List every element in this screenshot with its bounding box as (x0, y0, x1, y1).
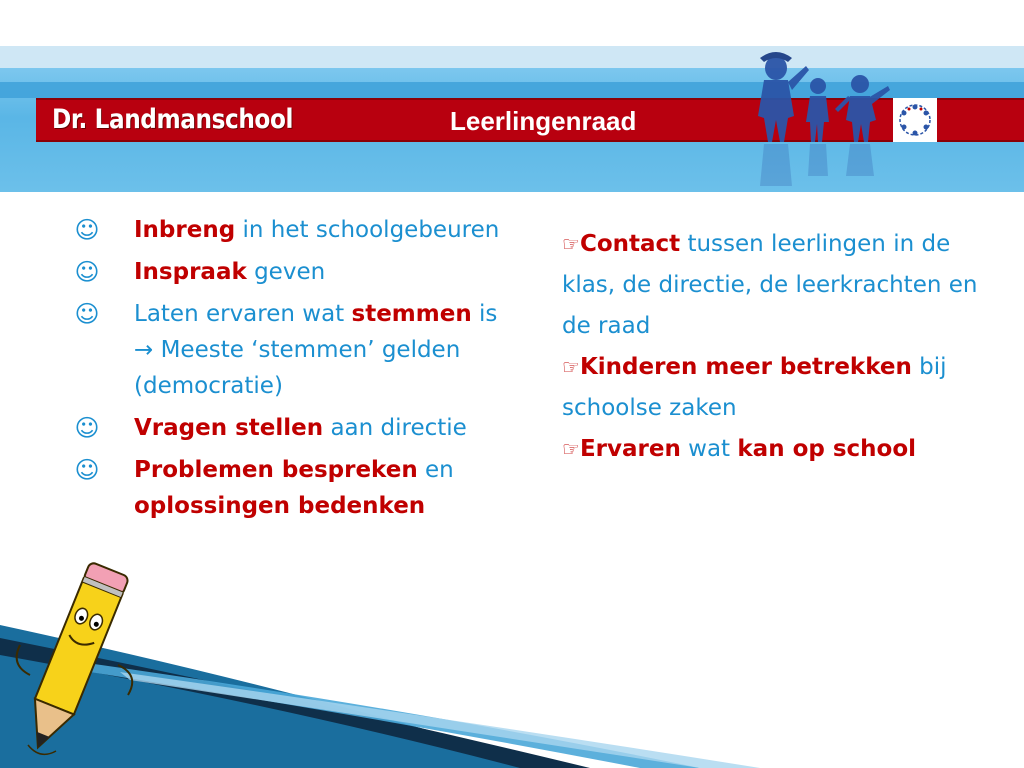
emphasis-text: Contact (579, 231, 681, 257)
smiley-icon: ☺ (74, 216, 100, 244)
emphasis-text: kan op school (737, 436, 917, 462)
pointing-hand-icon: ☞ (562, 355, 580, 379)
pencil-mascot-icon (0, 555, 150, 768)
list-item (72, 452, 522, 524)
emphasis-text: Kinderen meer betrekken (579, 354, 912, 380)
body-text: wat (680, 436, 738, 462)
pointing-hand-icon: ☞ (562, 232, 580, 256)
emphasis-text: Inbreng (134, 217, 236, 243)
emphasis-text: Ervaren (579, 436, 681, 462)
school-logo-icon (893, 98, 937, 142)
smiley-icon: ☺ (74, 456, 100, 484)
right-bullet-list (562, 224, 1002, 470)
list-item (72, 296, 522, 404)
list-item (562, 347, 1002, 429)
emphasis-text: Problemen bespreken (134, 457, 418, 483)
left-bullet-list (72, 212, 522, 530)
body-text: bij schoolse zaken (562, 354, 947, 421)
arrow-icon: → (134, 337, 154, 363)
slide-title: Leerlingenraad (450, 106, 637, 136)
body-text: aan directie (323, 415, 467, 441)
list-item (72, 212, 522, 248)
emphasis-text: Vragen stellen (134, 415, 324, 441)
smiley-icon: ☺ (74, 258, 100, 286)
pointing-hand-icon: ☞ (562, 437, 580, 461)
body-text: tussen leerlingen in de klas, de directie, de leerkrachten en de raad (562, 231, 978, 339)
body-text: geven (246, 259, 326, 285)
body-text: en (417, 457, 454, 483)
list-item (562, 429, 1002, 470)
emphasis-text: stemmen (351, 301, 472, 327)
school-logo (893, 98, 937, 142)
school-name: Dr. Landmanschool (52, 104, 294, 135)
body-text: Meeste ‘stemmen’ gelden (democratie) (134, 337, 461, 399)
family-silhouette-icon (736, 46, 892, 192)
list-item (562, 224, 1002, 347)
emphasis-text: Inspraak (134, 259, 247, 285)
list-item (72, 410, 522, 446)
emphasis-text: oplossingen bedenken (134, 493, 426, 519)
body-text: Laten ervaren wat (134, 301, 352, 327)
body-text: in het schoolgebeuren (235, 217, 500, 243)
smiley-icon: ☺ (74, 300, 100, 328)
body-text: is (471, 301, 498, 327)
list-item (72, 254, 522, 290)
smiley-icon: ☺ (74, 414, 100, 442)
